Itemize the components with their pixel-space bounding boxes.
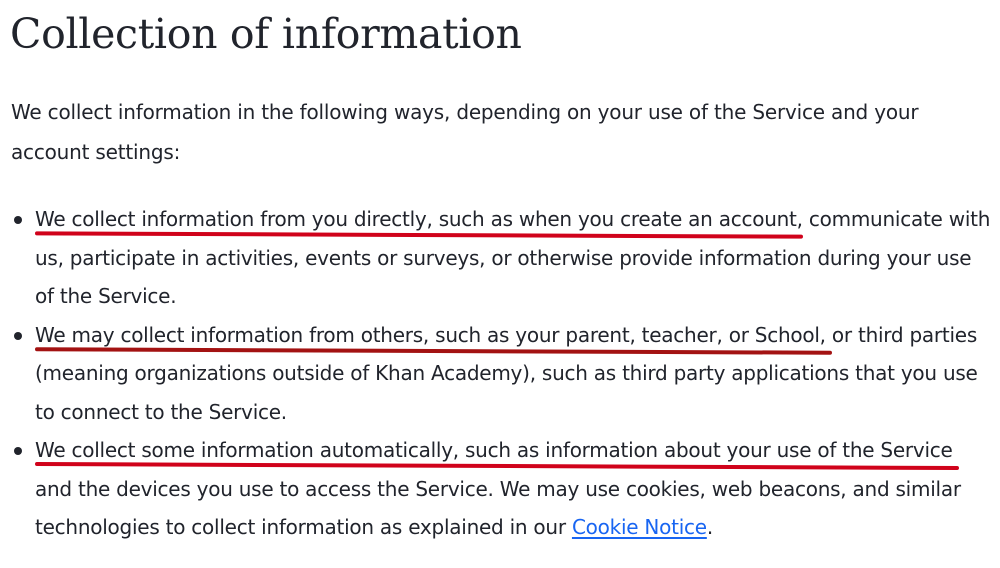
bullet-icon (14, 447, 22, 455)
highlighted-phrase: We collect some information automatically, such as information about your use of the Service (35, 438, 953, 462)
collection-methods-list (0, 200, 1000, 547)
section-heading: Collection of information (10, 10, 522, 58)
cookie-notice-link[interactable]: Cookie Notice (571, 515, 707, 539)
highlighted-phrase: We may collect information from others, such as your parent, teacher, or School, (35, 322, 826, 347)
item-text-end: . (706, 515, 713, 539)
bullet-icon (14, 332, 22, 340)
item-text: and the devices you use to access the Service. We may use cookies, web beacons, and similar technologies to collect information as explained in our (35, 476, 961, 539)
list-item (0, 200, 995, 316)
intro-paragraph: We collect information in the following ways, depending on your use of the Service and your account settings: (11, 100, 919, 164)
item-text: , communicate with us, participate in activities, events or surveys, or otherwise provide information during your use of the Service. (35, 207, 991, 308)
highlighted-phrase: We collect information from you directly, such as when you create an account (35, 207, 797, 231)
list-item (0, 316, 995, 432)
item-text: or third parties (meaning organizations outside of Khan Academy), such as third party applications that you use to connect to the Service. (35, 322, 978, 424)
list-item (0, 431, 995, 547)
bullet-icon (14, 216, 22, 224)
